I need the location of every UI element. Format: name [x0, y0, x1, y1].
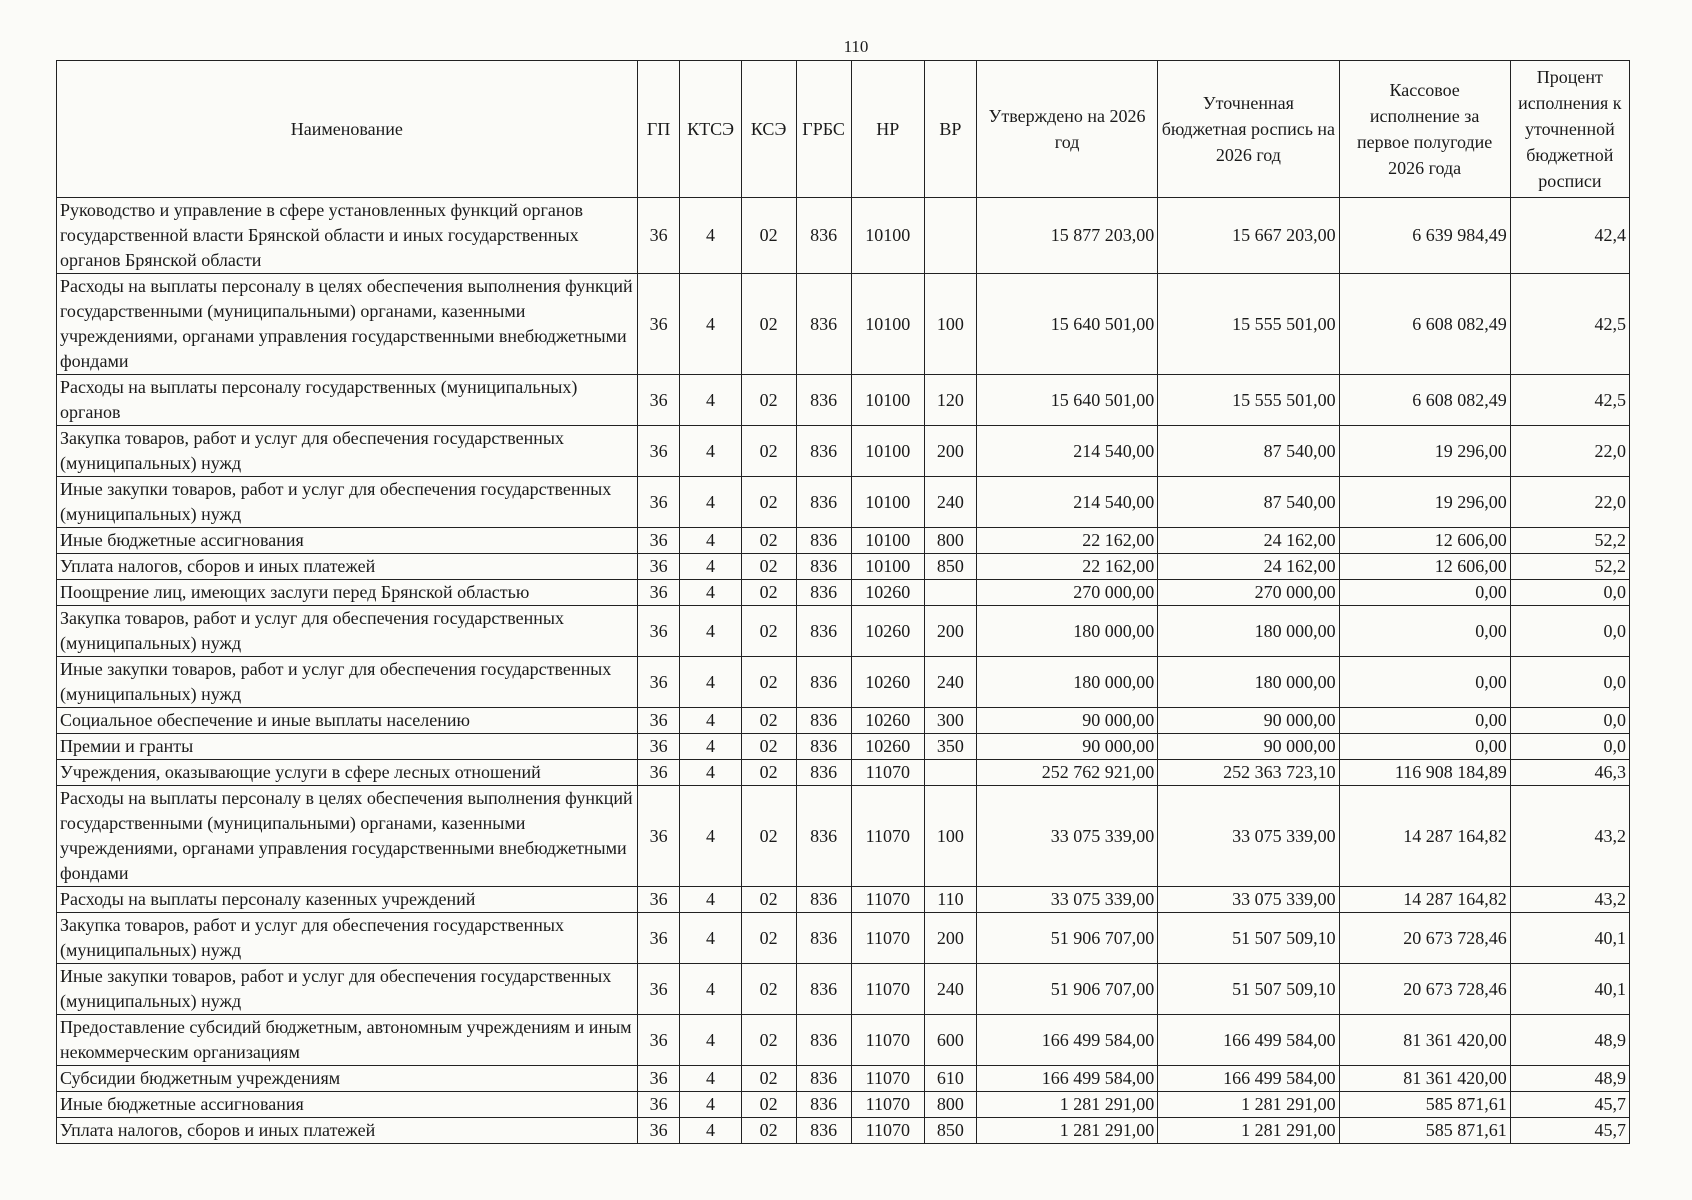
cell-kse: 02 — [741, 1118, 796, 1144]
cell-name: Расходы на выплаты персоналу казенных учреждений — [57, 887, 638, 913]
cell-percent: 0,0 — [1510, 606, 1629, 657]
cell-kse: 02 — [741, 528, 796, 554]
cell-vr: 350 — [924, 734, 976, 760]
cell-vr: 100 — [924, 786, 976, 887]
cell-name: Учреждения, оказывающие услуги в сфере лесных отношений — [57, 760, 638, 786]
cell-approved: 1 281 291,00 — [976, 1092, 1157, 1118]
cell-cash: 6 608 082,49 — [1339, 375, 1510, 426]
cell-percent: 40,1 — [1510, 964, 1629, 1015]
cell-cash: 116 908 184,89 — [1339, 760, 1510, 786]
cell-refined: 180 000,00 — [1158, 606, 1339, 657]
cell-grbs: 836 — [796, 760, 851, 786]
cell-gp: 36 — [637, 274, 680, 375]
table-row — [57, 426, 1630, 477]
cell-cash: 19 296,00 — [1339, 477, 1510, 528]
cell-refined: 90 000,00 — [1158, 708, 1339, 734]
table-row — [57, 887, 1630, 913]
cell-nr: 10260 — [851, 606, 924, 657]
cell-percent: 42,5 — [1510, 375, 1629, 426]
cell-name: Расходы на выплаты персоналу в целях обеспечения выполнения функций государственными (муниципальными) органами, казенными учреждениями, органами управления государственными внебюджетными фондами — [57, 274, 638, 375]
cell-grbs: 836 — [796, 1015, 851, 1066]
cell-ktse: 4 — [680, 913, 741, 964]
cell-nr: 11070 — [851, 1092, 924, 1118]
cell-percent: 43,2 — [1510, 786, 1629, 887]
cell-percent: 22,0 — [1510, 426, 1629, 477]
cell-refined: 51 507 509,10 — [1158, 964, 1339, 1015]
cell-grbs: 836 — [796, 274, 851, 375]
cell-gp: 36 — [637, 964, 680, 1015]
cell-refined: 252 363 723,10 — [1158, 760, 1339, 786]
table-row — [57, 964, 1630, 1015]
cell-gp: 36 — [637, 528, 680, 554]
cell-ktse: 4 — [680, 734, 741, 760]
cell-nr: 10100 — [851, 554, 924, 580]
cell-vr: 200 — [924, 426, 976, 477]
cell-percent: 0,0 — [1510, 734, 1629, 760]
cell-gp: 36 — [637, 786, 680, 887]
cell-percent: 48,9 — [1510, 1015, 1629, 1066]
cell-name: Расходы на выплаты персоналу государственных (муниципальных) органов — [57, 375, 638, 426]
cell-nr: 11070 — [851, 786, 924, 887]
cell-nr: 10100 — [851, 274, 924, 375]
cell-approved: 214 540,00 — [976, 477, 1157, 528]
cell-vr: 600 — [924, 1015, 976, 1066]
cell-grbs: 836 — [796, 606, 851, 657]
cell-name: Уплата налогов, сборов и иных платежей — [57, 1118, 638, 1144]
cell-gp: 36 — [637, 913, 680, 964]
cell-refined: 1 281 291,00 — [1158, 1118, 1339, 1144]
cell-kse: 02 — [741, 1015, 796, 1066]
cell-vr: 240 — [924, 657, 976, 708]
cell-gp: 36 — [637, 708, 680, 734]
cell-kse: 02 — [741, 580, 796, 606]
cell-percent: 48,9 — [1510, 1066, 1629, 1092]
table-row — [57, 477, 1630, 528]
cell-grbs: 836 — [796, 786, 851, 887]
cell-approved: 22 162,00 — [976, 528, 1157, 554]
cell-nr: 11070 — [851, 1015, 924, 1066]
cell-kse: 02 — [741, 477, 796, 528]
cell-ktse: 4 — [680, 477, 741, 528]
cell-grbs: 836 — [796, 375, 851, 426]
cell-name: Субсидии бюджетным учреждениям — [57, 1066, 638, 1092]
cell-approved: 214 540,00 — [976, 426, 1157, 477]
cell-refined: 33 075 339,00 — [1158, 887, 1339, 913]
cell-nr: 11070 — [851, 760, 924, 786]
cell-ktse: 4 — [680, 606, 741, 657]
cell-vr: 120 — [924, 375, 976, 426]
cell-kse: 02 — [741, 198, 796, 274]
header-name: Наименование — [57, 61, 638, 198]
cell-kse: 02 — [741, 913, 796, 964]
cell-percent: 0,0 — [1510, 708, 1629, 734]
cell-ktse: 4 — [680, 657, 741, 708]
cell-kse: 02 — [741, 708, 796, 734]
cell-grbs: 836 — [796, 554, 851, 580]
cell-vr: 800 — [924, 1092, 976, 1118]
cell-ktse: 4 — [680, 964, 741, 1015]
cell-kse: 02 — [741, 887, 796, 913]
cell-percent: 45,7 — [1510, 1092, 1629, 1118]
cell-ktse: 4 — [680, 528, 741, 554]
cell-refined: 87 540,00 — [1158, 426, 1339, 477]
cell-cash: 20 673 728,46 — [1339, 913, 1510, 964]
cell-refined: 87 540,00 — [1158, 477, 1339, 528]
cell-ktse: 4 — [680, 1118, 741, 1144]
cell-nr: 10100 — [851, 528, 924, 554]
cell-nr: 10260 — [851, 734, 924, 760]
cell-vr: 110 — [924, 887, 976, 913]
cell-nr: 10100 — [851, 477, 924, 528]
cell-name: Иные закупки товаров, работ и услуг для обеспечения государственных (муниципальных) нужд — [57, 477, 638, 528]
cell-vr: 100 — [924, 274, 976, 375]
cell-grbs: 836 — [796, 887, 851, 913]
cell-refined: 15 667 203,00 — [1158, 198, 1339, 274]
cell-percent: 45,7 — [1510, 1118, 1629, 1144]
cell-grbs: 836 — [796, 1118, 851, 1144]
table-row — [57, 734, 1630, 760]
cell-kse: 02 — [741, 426, 796, 477]
cell-cash: 14 287 164,82 — [1339, 786, 1510, 887]
cell-name: Социальное обеспечение и иные выплаты населению — [57, 708, 638, 734]
cell-cash: 81 361 420,00 — [1339, 1015, 1510, 1066]
cell-kse: 02 — [741, 964, 796, 1015]
cell-cash: 0,00 — [1339, 708, 1510, 734]
cell-name: Предоставление субсидий бюджетным, автономным учреждениям и иным некоммерческим организациям — [57, 1015, 638, 1066]
table-row — [57, 1015, 1630, 1066]
cell-gp: 36 — [637, 426, 680, 477]
cell-percent: 52,2 — [1510, 528, 1629, 554]
cell-name: Закупка товаров, работ и услуг для обеспечения государственных (муниципальных) нужд — [57, 606, 638, 657]
cell-vr: 610 — [924, 1066, 976, 1092]
cell-gp: 36 — [637, 1118, 680, 1144]
cell-kse: 02 — [741, 554, 796, 580]
cell-grbs: 836 — [796, 528, 851, 554]
header-grbs: ГРБС — [796, 61, 851, 198]
cell-grbs: 836 — [796, 477, 851, 528]
cell-approved: 1 281 291,00 — [976, 1118, 1157, 1144]
cell-cash: 0,00 — [1339, 657, 1510, 708]
cell-ktse: 4 — [680, 274, 741, 375]
cell-nr: 10260 — [851, 657, 924, 708]
cell-ktse: 4 — [680, 708, 741, 734]
cell-name: Иные бюджетные ассигнования — [57, 528, 638, 554]
cell-gp: 36 — [637, 606, 680, 657]
table-row — [57, 375, 1630, 426]
cell-cash: 12 606,00 — [1339, 554, 1510, 580]
table-row — [57, 528, 1630, 554]
cell-percent: 43,2 — [1510, 887, 1629, 913]
cell-nr: 10100 — [851, 426, 924, 477]
cell-grbs: 836 — [796, 1092, 851, 1118]
cell-grbs: 836 — [796, 580, 851, 606]
cell-name: Иные закупки товаров, работ и услуг для обеспечения государственных (муниципальных) нужд — [57, 964, 638, 1015]
cell-vr — [924, 760, 976, 786]
cell-cash: 0,00 — [1339, 580, 1510, 606]
cell-ktse: 4 — [680, 887, 741, 913]
header-ktse: КТСЭ — [680, 61, 741, 198]
header-percent: Процент исполнения к уточненной бюджетной росписи — [1510, 61, 1629, 198]
cell-ktse: 4 — [680, 1066, 741, 1092]
budget-table — [56, 60, 1630, 1144]
cell-vr: 240 — [924, 964, 976, 1015]
cell-vr: 300 — [924, 708, 976, 734]
cell-kse: 02 — [741, 734, 796, 760]
table-row — [57, 1092, 1630, 1118]
cell-grbs: 836 — [796, 1066, 851, 1092]
cell-cash: 6 639 984,49 — [1339, 198, 1510, 274]
cell-refined: 24 162,00 — [1158, 554, 1339, 580]
cell-vr: 850 — [924, 554, 976, 580]
cell-nr: 10100 — [851, 375, 924, 426]
cell-refined: 33 075 339,00 — [1158, 786, 1339, 887]
cell-nr: 11070 — [851, 964, 924, 1015]
cell-gp: 36 — [637, 760, 680, 786]
cell-nr: 11070 — [851, 1118, 924, 1144]
cell-refined: 90 000,00 — [1158, 734, 1339, 760]
cell-nr: 11070 — [851, 1066, 924, 1092]
cell-percent: 0,0 — [1510, 657, 1629, 708]
cell-ktse: 4 — [680, 1092, 741, 1118]
table-row — [57, 786, 1630, 887]
cell-ktse: 4 — [680, 426, 741, 477]
cell-nr: 11070 — [851, 887, 924, 913]
cell-vr: 200 — [924, 606, 976, 657]
cell-cash: 6 608 082,49 — [1339, 274, 1510, 375]
cell-kse: 02 — [741, 1092, 796, 1118]
cell-gp: 36 — [637, 198, 680, 274]
cell-cash: 14 287 164,82 — [1339, 887, 1510, 913]
cell-grbs: 836 — [796, 657, 851, 708]
cell-vr — [924, 198, 976, 274]
cell-gp: 36 — [637, 657, 680, 708]
page-number: 110 — [843, 37, 869, 56]
cell-approved: 90 000,00 — [976, 708, 1157, 734]
cell-gp: 36 — [637, 554, 680, 580]
table-row — [57, 1066, 1630, 1092]
cell-gp: 36 — [637, 375, 680, 426]
cell-ktse: 4 — [680, 580, 741, 606]
cell-nr: 11070 — [851, 913, 924, 964]
cell-approved: 90 000,00 — [976, 734, 1157, 760]
header-kse: КСЭ — [741, 61, 796, 198]
cell-name: Поощрение лиц, имеющих заслуги перед Брянской областью — [57, 580, 638, 606]
cell-approved: 15 877 203,00 — [976, 198, 1157, 274]
cell-approved: 33 075 339,00 — [976, 887, 1157, 913]
table-row — [57, 1118, 1630, 1144]
table-row — [57, 913, 1630, 964]
table-row — [57, 198, 1630, 274]
cell-approved: 51 906 707,00 — [976, 913, 1157, 964]
cell-approved: 252 762 921,00 — [976, 760, 1157, 786]
cell-cash: 0,00 — [1339, 734, 1510, 760]
cell-kse: 02 — [741, 375, 796, 426]
cell-percent: 40,1 — [1510, 913, 1629, 964]
cell-gp: 36 — [637, 1015, 680, 1066]
cell-nr: 10100 — [851, 198, 924, 274]
header-row — [57, 61, 1630, 198]
cell-refined: 15 555 501,00 — [1158, 375, 1339, 426]
cell-kse: 02 — [741, 657, 796, 708]
cell-grbs: 836 — [796, 734, 851, 760]
cell-approved: 180 000,00 — [976, 606, 1157, 657]
cell-vr: 850 — [924, 1118, 976, 1144]
cell-approved: 180 000,00 — [976, 657, 1157, 708]
cell-percent: 42,4 — [1510, 198, 1629, 274]
cell-refined: 166 499 584,00 — [1158, 1015, 1339, 1066]
cell-percent: 46,3 — [1510, 760, 1629, 786]
cell-approved: 270 000,00 — [976, 580, 1157, 606]
cell-gp: 36 — [637, 477, 680, 528]
cell-nr: 10260 — [851, 708, 924, 734]
table-row — [57, 760, 1630, 786]
table-row — [57, 554, 1630, 580]
cell-cash: 81 361 420,00 — [1339, 1066, 1510, 1092]
header-refined: Уточненная бюджетная роспись на 2026 год — [1158, 61, 1339, 198]
cell-cash: 12 606,00 — [1339, 528, 1510, 554]
cell-cash: 20 673 728,46 — [1339, 964, 1510, 1015]
cell-refined: 1 281 291,00 — [1158, 1092, 1339, 1118]
header-cash: Кассовое исполнение за первое полугодие 2026 года — [1339, 61, 1510, 198]
header-vr: ВР — [924, 61, 976, 198]
cell-name: Иные бюджетные ассигнования — [57, 1092, 638, 1118]
cell-name: Закупка товаров, работ и услуг для обеспечения государственных (муниципальных) нужд — [57, 913, 638, 964]
cell-grbs: 836 — [796, 964, 851, 1015]
cell-ktse: 4 — [680, 1015, 741, 1066]
cell-gp: 36 — [637, 734, 680, 760]
cell-nr: 10260 — [851, 580, 924, 606]
cell-ktse: 4 — [680, 554, 741, 580]
cell-name: Уплата налогов, сборов и иных платежей — [57, 554, 638, 580]
cell-kse: 02 — [741, 760, 796, 786]
cell-gp: 36 — [637, 580, 680, 606]
header-approved: Утверждено на 2026 год — [976, 61, 1157, 198]
header-nr: НР — [851, 61, 924, 198]
cell-approved: 22 162,00 — [976, 554, 1157, 580]
cell-approved: 15 640 501,00 — [976, 375, 1157, 426]
cell-refined: 15 555 501,00 — [1158, 274, 1339, 375]
cell-percent: 0,0 — [1510, 580, 1629, 606]
cell-cash: 0,00 — [1339, 606, 1510, 657]
cell-approved: 51 906 707,00 — [976, 964, 1157, 1015]
cell-refined: 166 499 584,00 — [1158, 1066, 1339, 1092]
cell-approved: 166 499 584,00 — [976, 1015, 1157, 1066]
cell-refined: 24 162,00 — [1158, 528, 1339, 554]
cell-cash: 19 296,00 — [1339, 426, 1510, 477]
cell-approved: 15 640 501,00 — [976, 274, 1157, 375]
cell-percent: 22,0 — [1510, 477, 1629, 528]
cell-percent: 52,2 — [1510, 554, 1629, 580]
cell-approved: 33 075 339,00 — [976, 786, 1157, 887]
cell-grbs: 836 — [796, 708, 851, 734]
cell-kse: 02 — [741, 274, 796, 375]
cell-percent: 42,5 — [1510, 274, 1629, 375]
cell-cash: 585 871,61 — [1339, 1092, 1510, 1118]
cell-cash: 585 871,61 — [1339, 1118, 1510, 1144]
cell-ktse: 4 — [680, 760, 741, 786]
cell-refined: 180 000,00 — [1158, 657, 1339, 708]
cell-gp: 36 — [637, 1066, 680, 1092]
cell-gp: 36 — [637, 887, 680, 913]
cell-grbs: 836 — [796, 913, 851, 964]
cell-name: Расходы на выплаты персоналу в целях обеспечения выполнения функций государственными (муниципальными) органами, казенными учреждениями, органами управления государственными внебюджетными фондами — [57, 786, 638, 887]
cell-ktse: 4 — [680, 375, 741, 426]
cell-kse: 02 — [741, 786, 796, 887]
cell-vr: 800 — [924, 528, 976, 554]
cell-vr: 200 — [924, 913, 976, 964]
cell-refined: 51 507 509,10 — [1158, 913, 1339, 964]
cell-kse: 02 — [741, 606, 796, 657]
cell-name: Премии и гранты — [57, 734, 638, 760]
cell-ktse: 4 — [680, 198, 741, 274]
cell-grbs: 836 — [796, 426, 851, 477]
cell-name: Закупка товаров, работ и услуг для обеспечения государственных (муниципальных) нужд — [57, 426, 638, 477]
cell-kse: 02 — [741, 1066, 796, 1092]
cell-gp: 36 — [637, 1092, 680, 1118]
cell-vr — [924, 580, 976, 606]
table-row — [57, 606, 1630, 657]
cell-vr: 240 — [924, 477, 976, 528]
cell-approved: 166 499 584,00 — [976, 1066, 1157, 1092]
cell-name: Руководство и управление в сфере установленных функций органов государственной власти Брянской области и иных государственных органов Брянской области — [57, 198, 638, 274]
cell-name: Иные закупки товаров, работ и услуг для обеспечения государственных (муниципальных) нужд — [57, 657, 638, 708]
table-row — [57, 708, 1630, 734]
cell-grbs: 836 — [796, 198, 851, 274]
table-row — [57, 657, 1630, 708]
cell-refined: 270 000,00 — [1158, 580, 1339, 606]
cell-ktse: 4 — [680, 786, 741, 887]
header-gp: ГП — [637, 61, 680, 198]
table-row — [57, 274, 1630, 375]
table-row — [57, 580, 1630, 606]
